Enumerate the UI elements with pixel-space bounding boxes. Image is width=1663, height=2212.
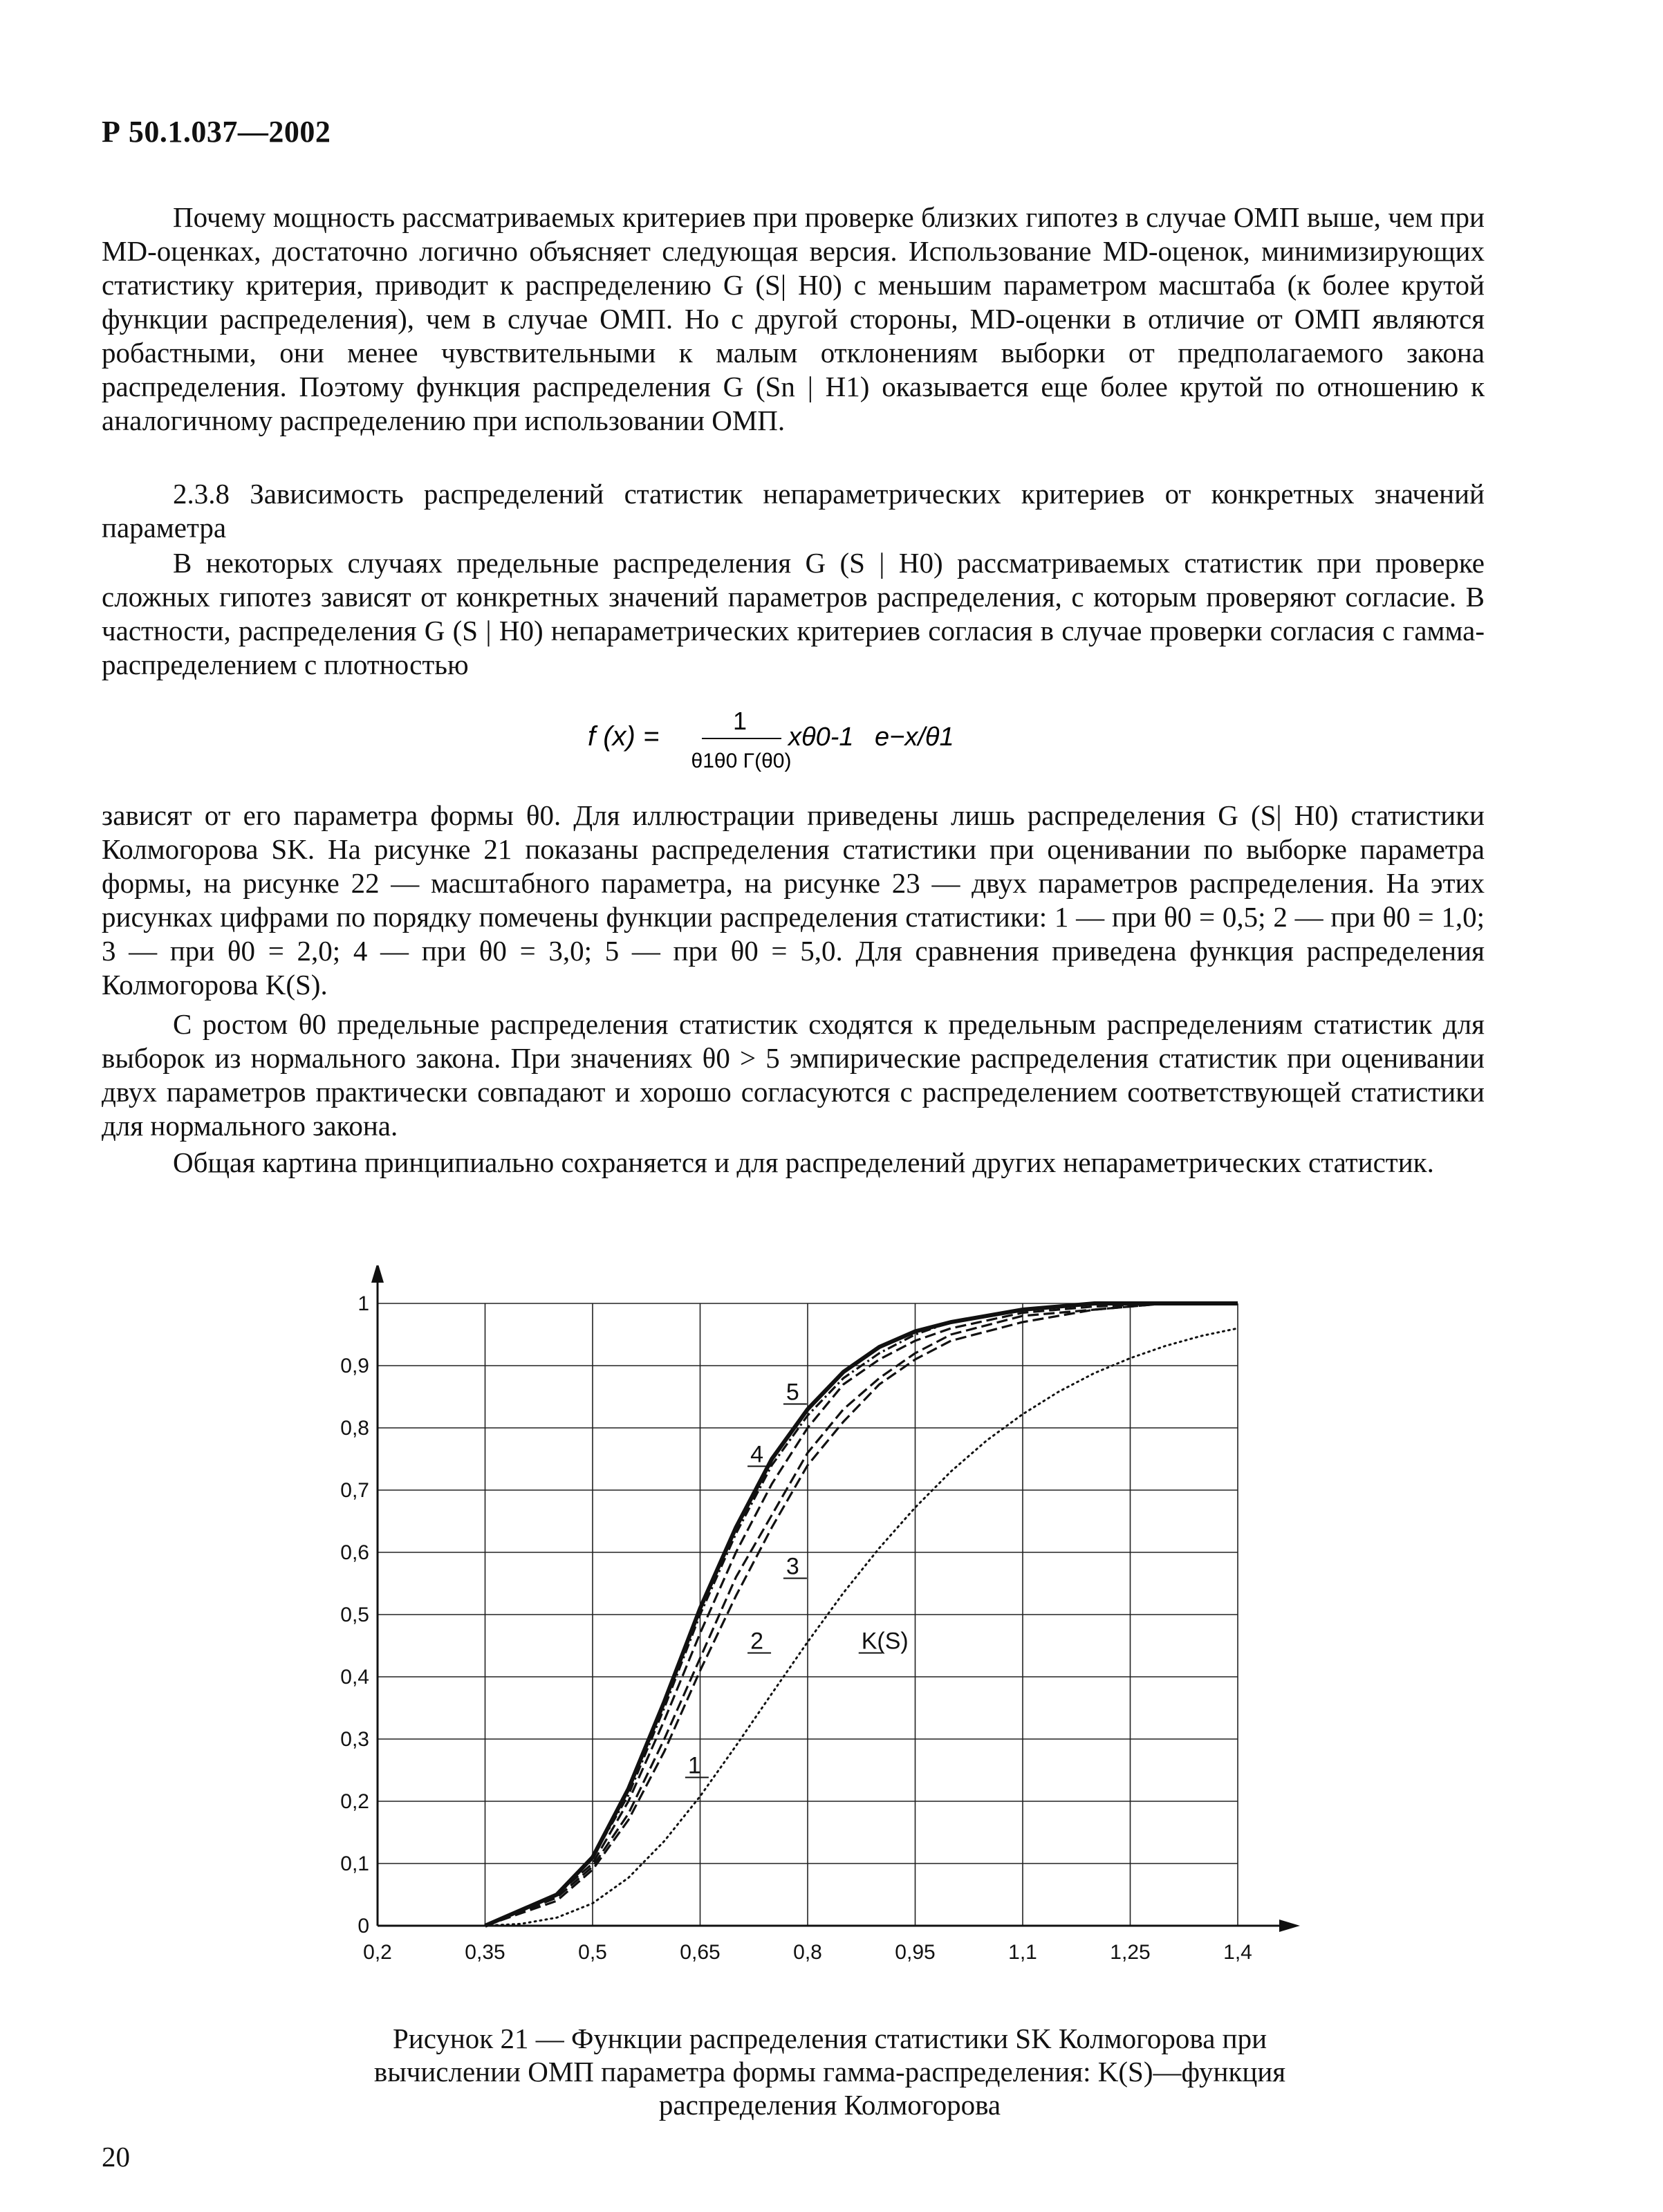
- gamma-density-formula: [581, 698, 996, 788]
- curve-label: 4: [750, 1441, 763, 1468]
- kolmogorov-distribution-chart: [304, 1265, 1328, 2012]
- y-tick-label: 0,1: [340, 1852, 369, 1875]
- y-tick-label: 0,5: [340, 1604, 369, 1626]
- page-number: 20: [102, 2141, 130, 2173]
- x-tick-label: 0,65: [680, 1941, 721, 1964]
- paragraph-gamma-intro: В некоторых случаях предельные распределения G (S | H0) рассматриваемых статистик при проверке сложных гипотез зависят от конкретных значений параметров распределения, с которым проверяют согласие. В частности, распределения G (S | H0) непараметрических критериев согласия в случае проверки согласия с гамма-распределением с плотностью: [102, 547, 1485, 680]
- x-axis-arrow: [1279, 1920, 1300, 1932]
- x-tick-label: 0,2: [363, 1941, 392, 1964]
- y-axis-arrow: [371, 1265, 384, 1283]
- curve-label: 2: [750, 1628, 763, 1655]
- series-line-ks: [485, 1328, 1238, 1926]
- x-tick-label: 1,25: [1110, 1941, 1151, 1964]
- paragraph-general-picture: Общая картина принципиально сохраняется и для распределений других непараметрических статистик.: [173, 1146, 1434, 1178]
- y-tick-label: 0,3: [340, 1728, 369, 1751]
- curve-label: 5: [786, 1379, 799, 1406]
- y-tick-label: 0,6: [340, 1541, 369, 1564]
- x-tick-label: 1,1: [1008, 1941, 1037, 1964]
- paragraph-md-estimates: Почему мощность рассматриваемых критериев при проверке близких гипотез в случае ОМП выше, чем при MD-оценках, достаточно логично объясняет следующая версия. Использование MD-оценок, минимизирующих статистику критерия, приводит к распределению G (S| H0) с меньшим параметром масштаба (к более крутой функции распределения), чем в случае ОМП. Но с другой стороны, MD-оценки в отличие от ОМП являются робастными, они менее чувствительными к малым отклонениям выборки от предполагаемого закона распределения. Поэтому функция распределения G (Sn | H1) оказывается еще более крутой по отношению к аналогичному распределению при использовании ОМП.: [102, 201, 1485, 436]
- document-code: Р 50.1.037—2002: [102, 115, 331, 149]
- formula-denominator: θ1θ0 Γ(θ0): [691, 750, 792, 772]
- curve-label: 1: [687, 1752, 701, 1779]
- formula-power-term: xθ0-1: [788, 723, 854, 752]
- y-tick-label: 0,4: [340, 1666, 369, 1689]
- x-tick-label: 1,4: [1223, 1941, 1252, 1964]
- figure-caption: Рисунок 21 — Функции распределения статистики SK Колмогорова при вычислении ОМП параметра формы гамма-распределения: K(S)—функция распределения Колмогорова: [373, 2023, 1286, 2121]
- curve-label: K(S): [861, 1628, 909, 1655]
- paragraph-convergence: С ростом θ0 предельные распределения статистик сходятся к предельным распределениям статистик для выборок из нормального закона. При значениях θ0 > 5 эмпирические распределения статистик при оценивании двух параметров практически совпадают и хорошо согласуются с распределением соответствующей статистики для нормального закона.: [102, 1008, 1485, 1142]
- x-tick-label: 0,35: [465, 1941, 505, 1964]
- curve-label: 3: [786, 1553, 799, 1580]
- y-tick-label: 0,8: [340, 1417, 369, 1440]
- x-tick-label: 0,5: [578, 1941, 607, 1964]
- figure-21: [304, 1265, 1328, 2081]
- paragraph-parameter-dependence: зависят от его параметра формы θ0. Для иллюстрации приведены лишь распределения G (S| H0) статистики Колмогорова SK. На рисунке 21 показаны распределения статистики при оценивании по выборке параметра формы, на рисунке 22 — масштабного параметра, на рисунке 23 — двух параметров распределения. На этих рисунках цифрами по порядку помечены функции распределения статистики: 1 — при θ0 = 0,5; 2 — при θ0 = 1,0; 3 — при θ0 = 2,0; 4 — при θ0 = 3,0; 5 — при θ0 = 5,0. Для сравнения приведена функция распределения Колмогорова K(S).: [102, 799, 1485, 1001]
- y-tick-label: 0,7: [340, 1479, 369, 1502]
- y-tick-label: 0: [357, 1915, 369, 1937]
- y-tick-label: 0,9: [340, 1355, 369, 1377]
- section-2-3-8: 2.3.8 Зависимость распределений статистик непараметрических критериев от конкретных значений параметра: [102, 478, 1485, 543]
- formula-numerator: 1: [732, 707, 747, 735]
- y-tick-label: 1: [357, 1292, 369, 1315]
- x-tick-label: 0,8: [793, 1941, 822, 1964]
- y-tick-label: 0,2: [340, 1790, 369, 1813]
- x-tick-label: 0,95: [895, 1941, 936, 1964]
- formula-exp-term: e−x/θ1: [875, 723, 954, 752]
- formula-lhs: f (x) =: [588, 721, 660, 752]
